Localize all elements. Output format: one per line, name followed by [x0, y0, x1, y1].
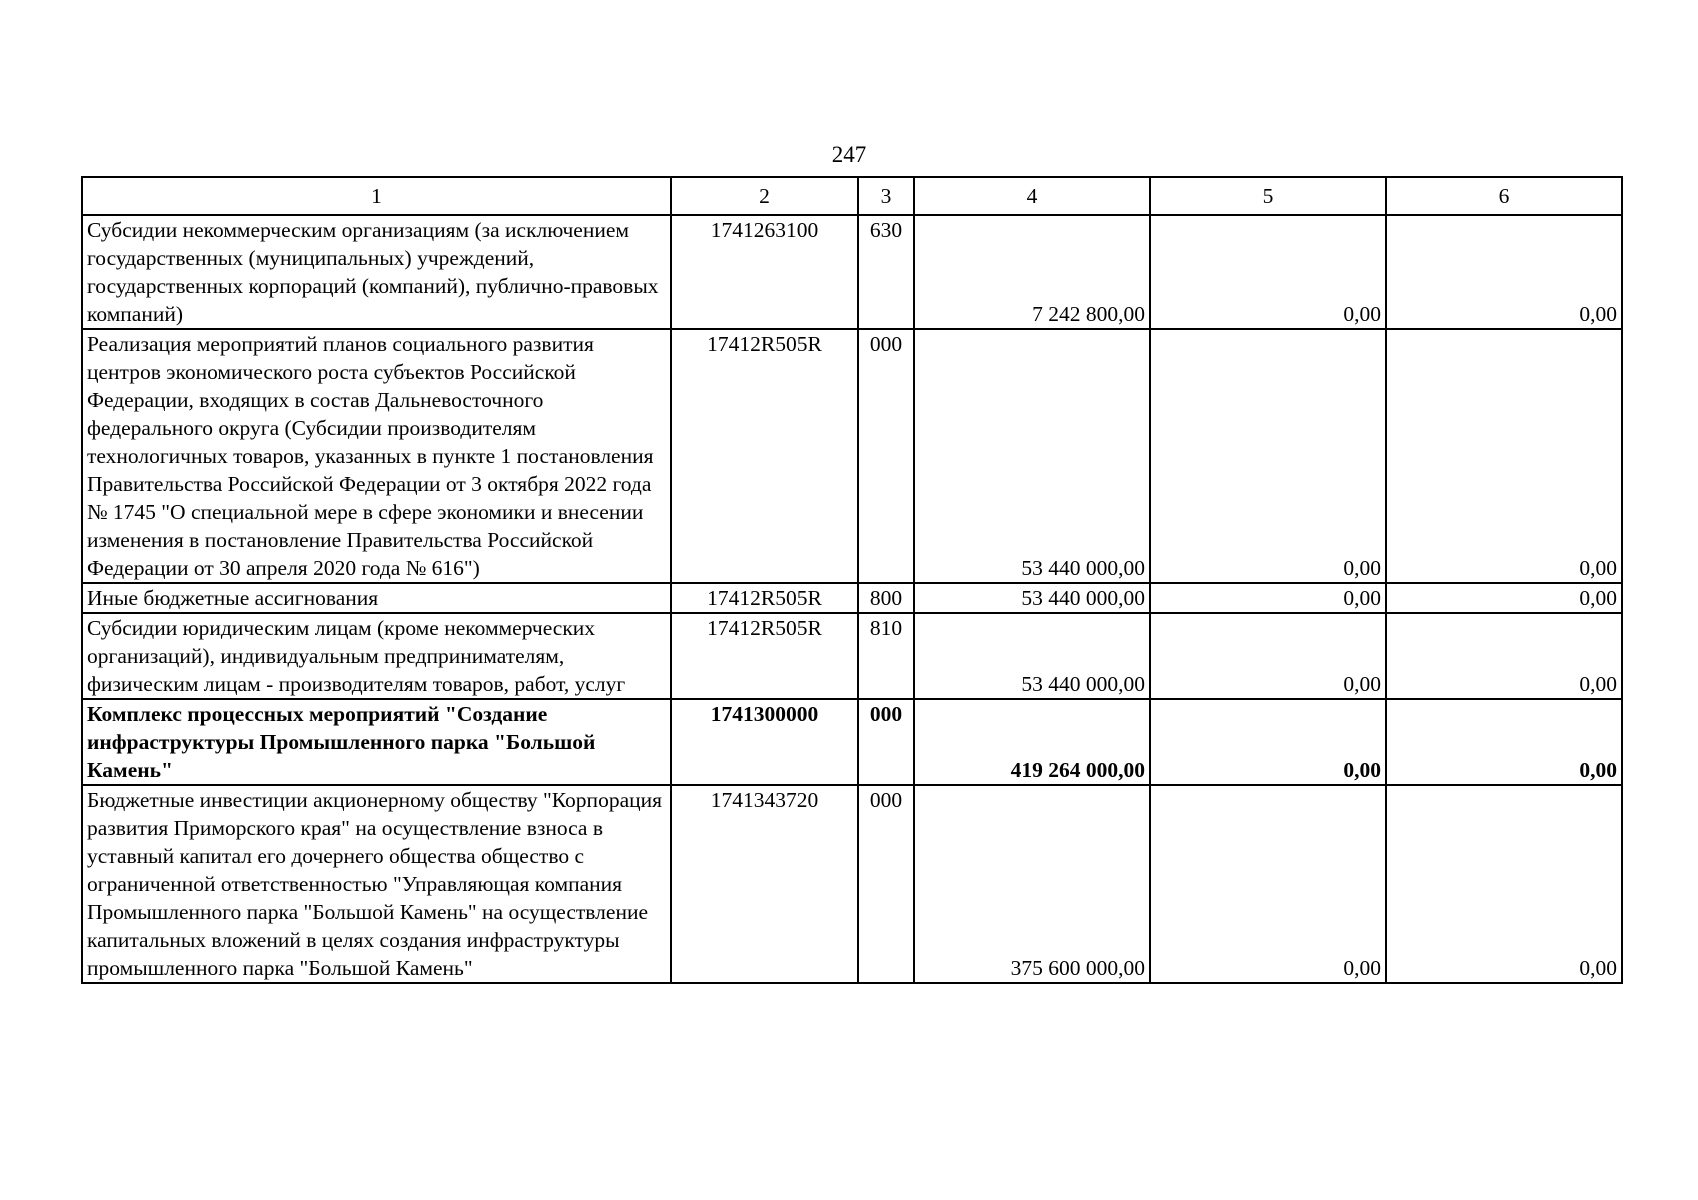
row-description: Субсидии юридическим лицам (кроме некоммерческих организаций), индивидуальным предпринимателям, физическим лицам - производителям товаров, работ, услуг: [82, 613, 671, 699]
row-type-code: 000: [858, 699, 914, 785]
row-description: Субсидии некоммерческим организациям (за исключением государственных (муниципальных) учреждений, государственных корпораций (компаний), публично-правовых компаний): [82, 215, 671, 329]
header-col-2: 2: [671, 177, 858, 215]
row-type-code: 810: [858, 613, 914, 699]
row-amount-col6: 0,00: [1386, 613, 1622, 699]
budget-table: [81, 176, 1623, 984]
row-amount-col6: 0,00: [1386, 785, 1622, 983]
row-code: 17412R505R: [671, 329, 858, 583]
row-amount-col5: 0,00: [1150, 215, 1386, 329]
page-number: 247: [831, 142, 867, 167]
row-amount-col4: 53 440 000,00: [914, 329, 1150, 583]
row-amount-col6: 0,00: [1386, 329, 1622, 583]
row-type-code: 800: [858, 583, 914, 613]
header-col-6: 6: [1386, 177, 1622, 215]
row-type-code: 000: [858, 785, 914, 983]
row-code: 17412R505R: [671, 583, 858, 613]
header-col-5: 5: [1150, 177, 1386, 215]
row-code: 1741300000: [671, 699, 858, 785]
row-code: 1741343720: [671, 785, 858, 983]
row-description: Реализация мероприятий планов социального развития центров экономического роста субъектов Российской Федерации, входящих в состав Дальневосточного федерального округа (Субсидии производителям технологичных товаров, указанных в пункте 1 постановления Правительства Российской Федерации от 3 октября 2022 года № 1745 "О специальной мере в сфере экономики и внесении изменения в постановление Правительства Российской Федерации от 30 апреля 2020 года № 616"): [82, 329, 671, 583]
row-type-code: 630: [858, 215, 914, 329]
header-col-4: 4: [914, 177, 1150, 215]
table-row: [82, 583, 1622, 613]
row-amount-col4: 53 440 000,00: [914, 583, 1150, 613]
row-amount-col5: 0,00: [1150, 583, 1386, 613]
row-amount-col5: 0,00: [1150, 329, 1386, 583]
row-code: 17412R505R: [671, 613, 858, 699]
table-row: [82, 613, 1622, 699]
row-amount-col4: 7 242 800,00: [914, 215, 1150, 329]
row-amount-col5: 0,00: [1150, 613, 1386, 699]
table-row-section: [82, 699, 1622, 785]
row-amount-col6: 0,00: [1386, 699, 1622, 785]
row-amount-col5: 0,00: [1150, 699, 1386, 785]
row-type-code: 000: [858, 329, 914, 583]
row-description: Комплекс процессных мероприятий "Создание инфраструктуры Промышленного парка "Большой Камень": [82, 699, 671, 785]
table-row: [82, 215, 1622, 329]
table-row: [82, 785, 1622, 983]
row-amount-col4: 419 264 000,00: [914, 699, 1150, 785]
row-description: Бюджетные инвестиции акционерному обществу "Корпорация развития Приморского края" на осуществление взноса в уставный капитал его дочернего общества общество с ограниченной ответственностью "Управляющая компания Промышленного парка "Большой Камень" на осуществление капитальных вложений в целях создания инфраструктуры промышленного парка "Большой Камень": [82, 785, 671, 983]
row-description: Иные бюджетные ассигнования: [82, 583, 671, 613]
table-row: [82, 329, 1622, 583]
row-amount-col6: 0,00: [1386, 583, 1622, 613]
row-code: 1741263100: [671, 215, 858, 329]
header-col-1: 1: [82, 177, 671, 215]
table-header-row: [82, 177, 1622, 215]
row-amount-col4: 53 440 000,00: [914, 613, 1150, 699]
row-amount-col6: 0,00: [1386, 215, 1622, 329]
row-amount-col5: 0,00: [1150, 785, 1386, 983]
row-amount-col4: 375 600 000,00: [914, 785, 1150, 983]
header-col-3: 3: [858, 177, 914, 215]
